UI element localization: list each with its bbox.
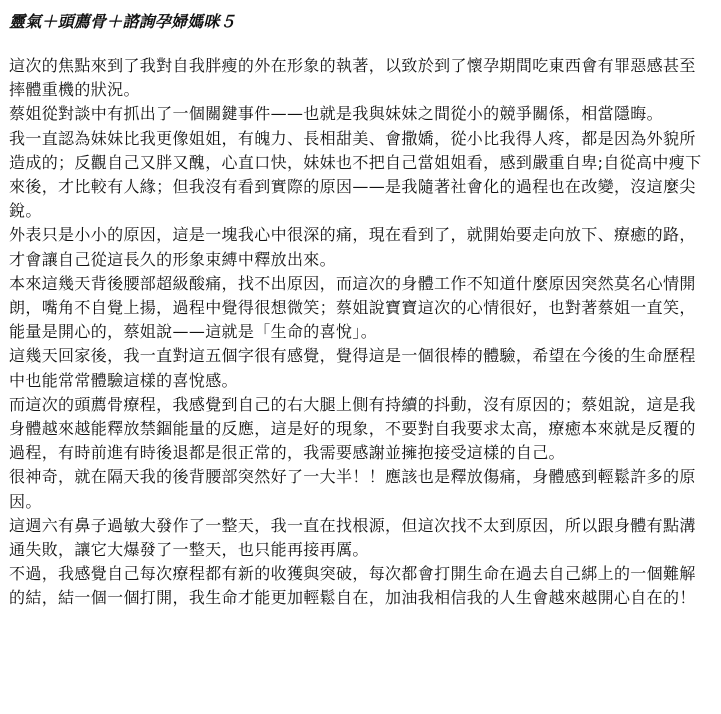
document-body [9,54,705,611]
paragraph: 這週六有鼻子過敏大發作了一整天，我一直在找根源，但這次找不太到原因，所以跟身體有點溝通失敗，讓它大爆發了一整天，也只能再接再厲。 [9,515,696,560]
paragraph: 很神奇，就在隔天我的後背腰部突然好了一大半！！應該也是釋放傷痛，身體感到輕鬆許多的原因。 [9,467,696,511]
paragraph: 這次的焦點來到了我對自我胖瘦的外在形象的執著，以致於到了懷孕期間吃東西會有罪惡感甚至摔體重機的狀況。 [9,56,696,100]
paragraph: 我一直認為妹妹比我更像姐姐，有魄力、長相甜美、會撒嬌，從小比我得人疼，都是因為外貌所造成的；反觀自己又胖又醜，心直口快，妹妹也不把自己當姐姐看，感到嚴重自卑;自從高中瘦下來後，才比較有人緣；但我沒有看到實際的原因——是我隨著社會化的過程也在改變，沒這麼尖銳。 [9,128,702,221]
paragraph: 而這次的頭薦骨療程，我感覺到自己的右大腿上側有持續的抖動，沒有原因的；蔡姐說，這是我身體越來越能釋放禁錮能量的反應，這是好的現象，不要對自我要求太高，療癒本來就是反覆的過程，有時前進有時後退都是很正常的，我需要感謝並擁抱接受這樣的自己。 [9,394,696,463]
document-title: 靈氣＋頭薦骨＋諮詢孕婦媽咪５ [9,12,236,31]
paragraph: 蔡姐從對談中有抓出了一個關鍵事件——也就是我與妹妹之間從小的競爭關係，相當隱晦。 [9,104,664,124]
paragraph: 本來這幾天背後腰部超級酸痛，找不出原因，而這次的身體工作不知道什麼原因突然莫名心情開朗，嘴角不自覺上揚，過程中覺得很想微笑；蔡姐說寶寶這次的心情很好，也對著蔡姐一直笑，能量是開心的，蔡姐說——這就是「生命的喜悅」。 [9,273,696,342]
paragraph: 不過，我感覺自己每次療程都有新的收獲與突破，每次都會打開生命在過去自己綁上的一個難解的結，結一個一個打開，我生命才能更加輕鬆自在，加油我相信我的人生會越來越開心自在的！ [9,564,696,608]
paragraph: 外表只是小小的原因，這是一塊我心中很深的痛，現在看到了，就開始要走向放下、療癒的路，才會讓自己從這長久的形象束縛中釋放出來。 [9,225,696,269]
paragraph: 這幾天回家後，我一直對這五個字很有感覺，覺得這是一個很棒的體驗，希望在今後的生命歷程中也能常常體驗這樣的喜悅感。 [9,346,696,390]
